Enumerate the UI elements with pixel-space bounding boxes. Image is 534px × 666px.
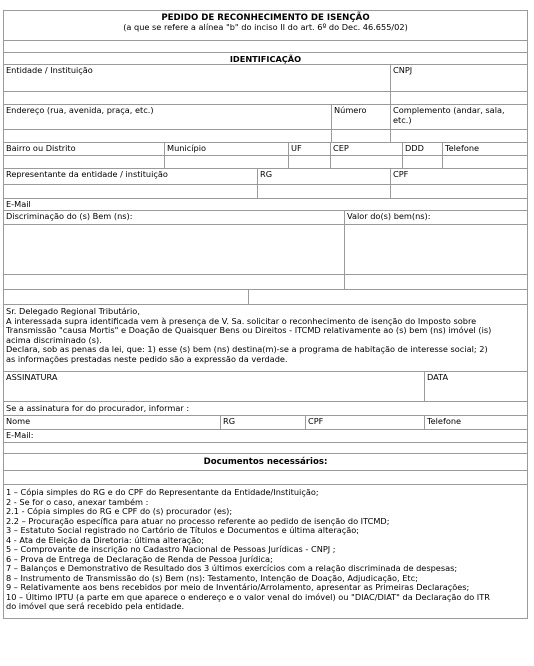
bens-extra-field[interactable] — [4, 290, 248, 304]
procurador-cpf-field[interactable] — [305, 416, 424, 429]
uf-label: UF — [291, 143, 302, 153]
representante-row — [3, 169, 528, 199]
cep-field[interactable] — [330, 143, 402, 168]
representante-label: Representante da entidade / instituição — [6, 169, 168, 179]
ddd-value[interactable] — [403, 155, 442, 168]
bairro-field[interactable] — [4, 143, 164, 168]
documento-item: do imóvel que será recebido pela entidade. — [6, 601, 185, 611]
procurador-rg-field[interactable] — [220, 416, 305, 429]
representante-field[interactable] — [4, 169, 257, 198]
assinatura-label: ASSINATURA — [6, 372, 58, 382]
documento-item: 3 – Estatuto Social registrado no Cartório de Títulos e Documentos e última alteração; — [6, 525, 360, 535]
procurador-nome-label: Nome — [6, 416, 31, 426]
municipio-value[interactable] — [165, 155, 288, 168]
bens-total-row — [3, 290, 528, 305]
ddd-label: DDD — [405, 143, 424, 153]
procurador-intro-row — [3, 402, 528, 416]
rg-label: RG — [260, 169, 273, 179]
representante-value[interactable] — [4, 184, 257, 198]
cpf-value[interactable] — [391, 184, 527, 198]
endereco-row — [3, 105, 528, 143]
cpf-label: CPF — [393, 169, 409, 179]
numero-label: Número — [334, 105, 367, 115]
procurador-telefone-label: Telefone — [427, 416, 462, 426]
spacer-row — [3, 41, 528, 53]
documento-item: 2 - Se for o caso, anexar também : — [6, 496, 149, 507]
entidade-label: Entidade / Instituição — [6, 65, 93, 75]
uf-value[interactable] — [289, 155, 330, 168]
bens-extra-value[interactable] — [248, 290, 527, 304]
bairro-row — [3, 143, 528, 169]
declaracao-text: Sr. Delegado Regional Tributário, A interessada supra identificada vem à presença de V. Sa. solicitar o reconhecimento de isenção do Imposto sobre Transmissão "causa Mortis" e Doação de Quaisquer Bens ou Direitos - ITCMD relativamente ao (s) bem (ns) imóvel (is) acima discriminado (s). Declara, sob as penas da lei, que: 1) esse (s) bem (ns) destina(m)-se a programa de habitação de interesse social; 2) as informações prestadas neste pedido são a expressão da verdade. — [6, 306, 492, 364]
declaracao-block — [3, 305, 528, 372]
documentos-title: Documentos necessários: — [203, 457, 328, 467]
rg-field[interactable] — [257, 169, 390, 198]
identificacao-title: IDENTIFICAÇÃO — [229, 54, 302, 64]
endereco-value[interactable] — [4, 129, 331, 142]
entidade-value[interactable] — [4, 91, 390, 104]
procurador-email-label: E-Mail: — [6, 430, 34, 440]
procurador-rg-label: RG — [223, 416, 236, 426]
form-title: PEDIDO DE RECONHECIMENTO DE ISENÇÃO — [161, 13, 370, 23]
documento-item: 8 – Instrumento de Transmissão do (s) Bem (ns): Testamento, Intenção de Doação, Adjudicação, Etc; — [6, 572, 418, 583]
documento-item: 10 – Último IPTU (a parte em que aparece o endereço e o valor venal do imóvel) ou "DIAC/DIAT" da Declaração do ITR — [6, 591, 490, 602]
documento-item: 4 - Ata de Eleição da Diretoria: última alteração; — [6, 534, 204, 545]
documento-item: 7 – Balanços e Demonstrativo de Resultado dos 3 últimos exercícios com a relação discriminada de despesas; — [6, 563, 458, 573]
municipio-label: Município — [167, 143, 206, 153]
form-header — [3, 10, 528, 41]
email-label: E-Mail — [6, 199, 31, 209]
documento-item: 2.1 - Cópia simples do RG e CPF do (s) procurador (es); — [6, 506, 233, 516]
numero-field[interactable] — [331, 105, 390, 142]
form-page — [3, 10, 528, 619]
identificacao-section-header — [3, 53, 528, 65]
documentos-list — [3, 485, 528, 619]
documentos-header — [3, 454, 528, 471]
data-field[interactable] — [424, 372, 527, 401]
discriminacao-value[interactable] — [4, 274, 344, 289]
cnpj-field[interactable] — [390, 65, 527, 104]
documento-item: 1 – Cópia simples do RG e do CPF do Representante da Entidade/Instituição; — [6, 487, 319, 497]
documento-item: 2.2 – Procuração específica para atuar no processo referente ao pedido de isenção do ITCMD; — [6, 515, 390, 526]
endereco-field[interactable] — [4, 105, 331, 142]
uf-field[interactable] — [288, 143, 330, 168]
data-label: DATA — [427, 372, 449, 382]
ddd-field[interactable] — [402, 143, 442, 168]
cep-label: CEP — [333, 143, 349, 153]
complemento-value[interactable] — [391, 129, 527, 142]
spacer-row-3 — [3, 471, 528, 485]
telefone-field[interactable] — [442, 143, 527, 168]
documento-item: 6 – Prova de Entrega de Declaração de Renda de Pessoa Jurídica; — [6, 553, 273, 564]
procurador-nome-field[interactable] — [4, 416, 220, 429]
bairro-label: Bairro ou Distrito — [6, 143, 76, 153]
assinatura-field[interactable] — [4, 372, 424, 401]
procurador-cpf-label: CPF — [308, 416, 324, 426]
documento-item: 5 – Comprovante de inscrição no Cadastro Nacional de Pessoas Jurídicas - CNPJ ; — [6, 544, 336, 554]
telefone-value[interactable] — [443, 155, 527, 168]
spacer-row-2 — [3, 443, 528, 454]
procurador-telefone-field[interactable] — [424, 416, 527, 429]
email-row[interactable] — [3, 199, 528, 211]
bens-row — [3, 211, 528, 290]
numero-value[interactable] — [332, 129, 390, 142]
discriminacao-label: Discriminação do (s) Bem (ns): — [6, 211, 133, 221]
valor-value[interactable] — [345, 274, 527, 289]
entidade-field[interactable] — [4, 65, 390, 104]
cnpj-value[interactable] — [391, 91, 527, 104]
procurador-row — [3, 416, 528, 430]
cnpj-label: CNPJ — [393, 65, 413, 75]
valor-label: Valor do(s) bem(ns): — [347, 211, 431, 221]
endereco-label: Endereço (rua, avenida, praça, etc.) — [6, 105, 154, 115]
procurador-intro: Se a assinatura for do procurador, informar : — [6, 403, 190, 413]
complemento-label: Complemento (andar, sala, etc.) — [393, 105, 505, 125]
municipio-field[interactable] — [164, 143, 288, 168]
assinatura-row — [3, 372, 528, 402]
cpf-field[interactable] — [390, 169, 527, 198]
cep-value[interactable] — [331, 155, 402, 168]
bairro-value[interactable] — [4, 155, 164, 168]
procurador-email-row[interactable] — [3, 430, 528, 443]
telefone-label: Telefone — [445, 143, 480, 153]
documento-item: 9 – Relativamente aos bens recebidos por meio de Inventário/Arrolamento, apresentar as Primeiras Declarações; — [6, 582, 470, 592]
valor-field[interactable] — [344, 211, 527, 289]
entidade-row — [3, 65, 528, 105]
complemento-field[interactable] — [390, 105, 527, 142]
form-subtitle: (a que se refere a alínea "b" do inciso II do art. 6º do Dec. 46.655/02) — [123, 22, 408, 32]
rg-value[interactable] — [258, 184, 390, 198]
discriminacao-field[interactable] — [4, 211, 344, 289]
